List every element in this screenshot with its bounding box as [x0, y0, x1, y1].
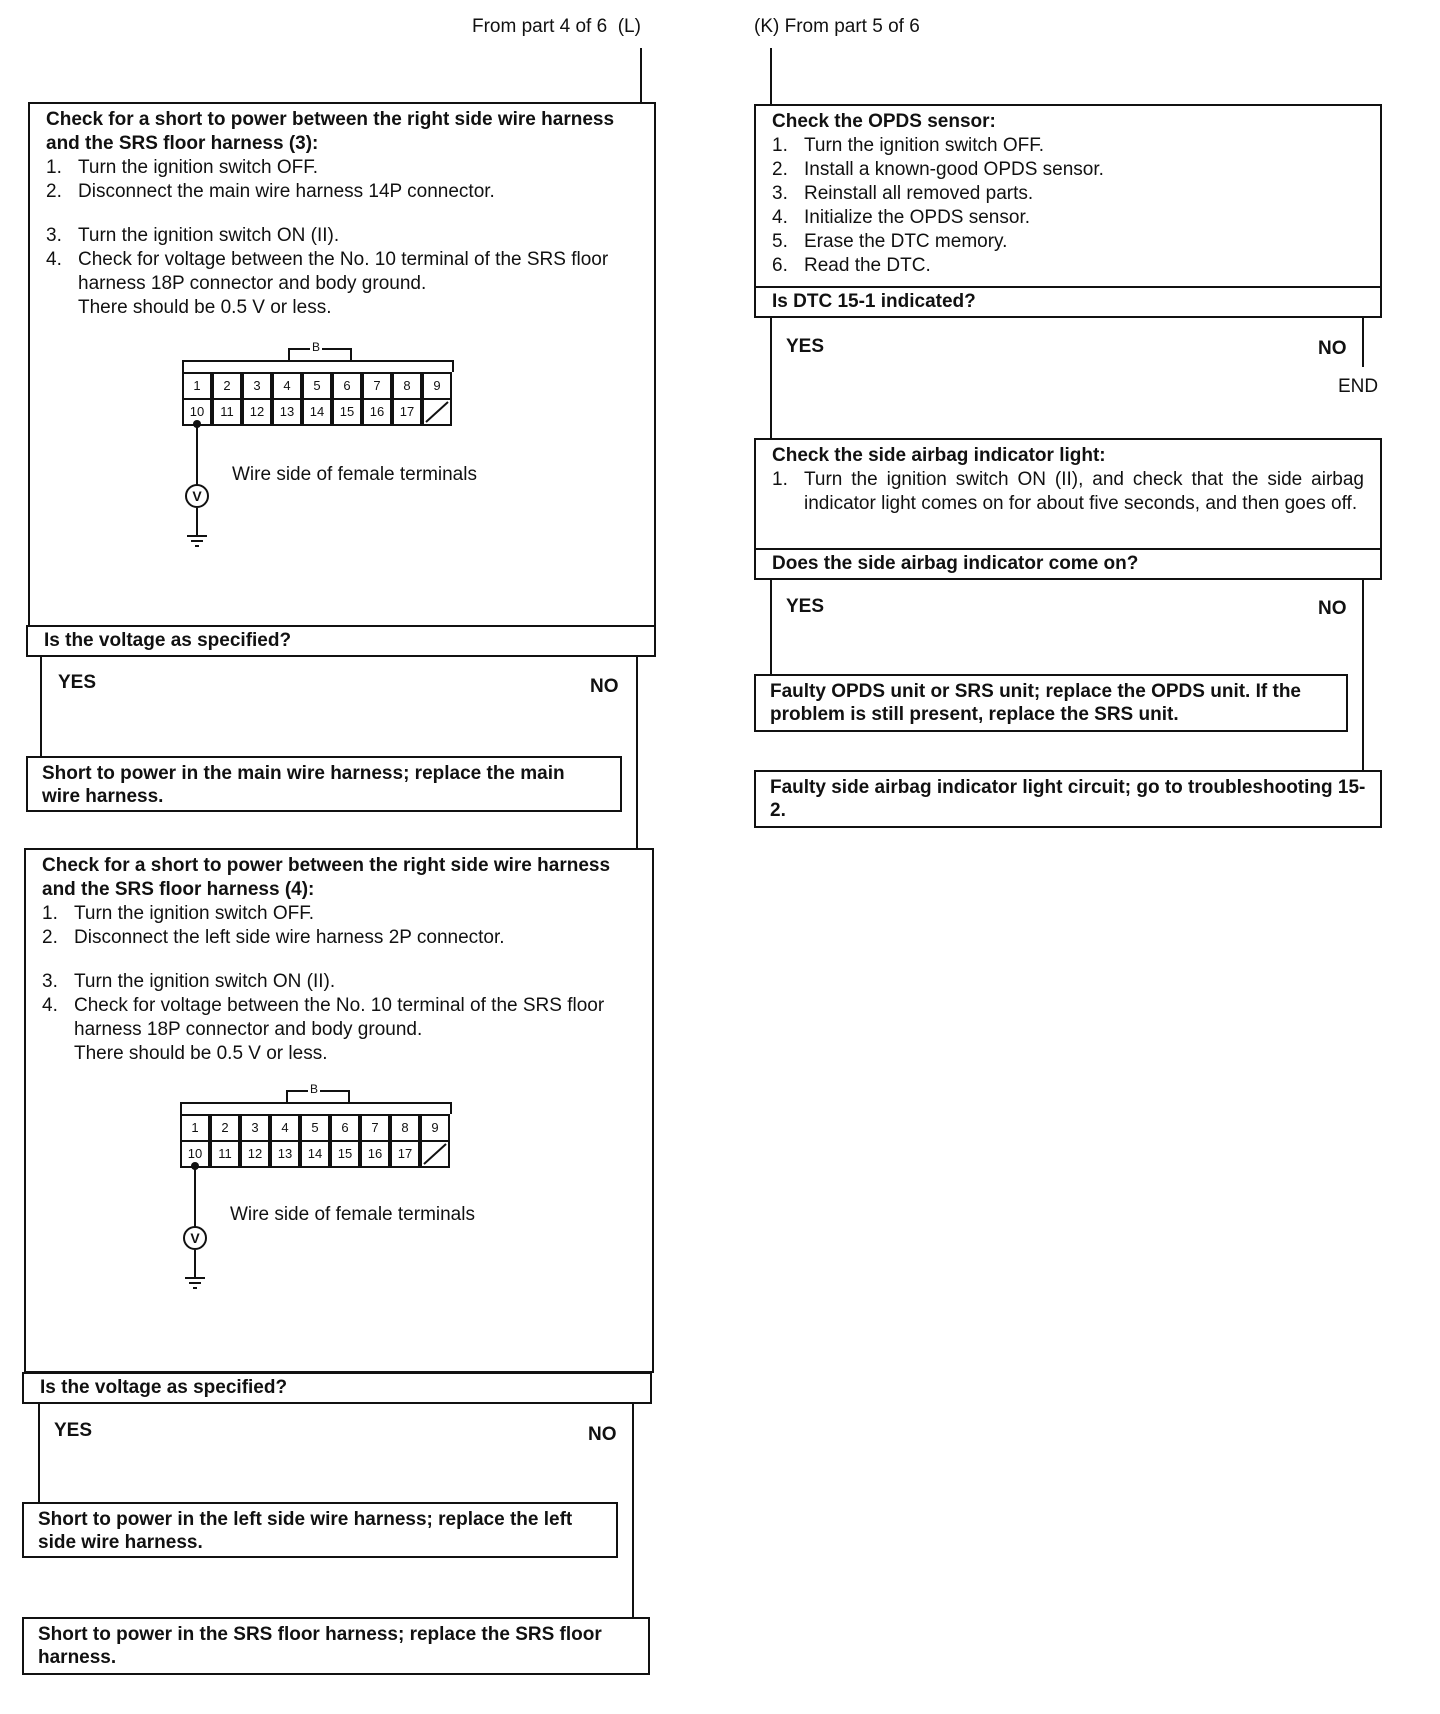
step4-title: Check the side airbag indicator light:	[772, 445, 1106, 466]
connector-blank	[422, 398, 452, 426]
connector-terminal: 4	[270, 1114, 300, 1142]
connector-terminal: 2	[212, 372, 242, 400]
ground-wire	[196, 508, 198, 536]
step4-no-result: Faulty side airbag indicator light circuit; go to troubleshooting 15-2.	[754, 770, 1382, 828]
flow-line	[770, 48, 772, 106]
step4-question: Does the side airbag indicator come on?	[754, 548, 1382, 580]
connector-terminal: 7	[362, 372, 392, 400]
connector-frame	[182, 360, 454, 372]
connector-terminal: 5	[302, 372, 332, 400]
list-item: 2. Disconnect the left side wire harness 2P connector.	[42, 927, 505, 948]
flow-line	[632, 1403, 634, 1619]
connector-terminal: 16	[362, 398, 392, 426]
b-label: B	[310, 1082, 319, 1096]
flow-line	[1362, 317, 1364, 367]
list-item: 6. Read the DTC.	[772, 255, 931, 276]
list-item: 4. Check for voltage between the No. 10 terminal of the SRS floor harness 18P connector and body ground.	[46, 249, 609, 294]
list-item: 1. Turn the ignition switch OFF.	[42, 903, 315, 924]
list-item: 3. Turn the ignition switch ON (II).	[46, 225, 340, 246]
connector-terminal: 1	[180, 1114, 210, 1142]
diagram-caption: Wire side of female terminals	[230, 1204, 475, 1225]
flow-line	[38, 1403, 40, 1503]
list-item: 4. Initialize the OPDS sensor.	[772, 207, 1030, 228]
connector-terminal: 4	[272, 372, 302, 400]
ground-wire	[194, 1250, 196, 1278]
connector-terminal: 8	[390, 1114, 420, 1142]
probe-dot	[191, 1162, 199, 1170]
step2-no-result: Short to power in the SRS floor harness; replace the SRS floor harness.	[22, 1617, 650, 1675]
connector-terminal: 6	[330, 1114, 360, 1142]
step2-steps	[42, 902, 636, 1042]
connector-frame	[180, 1102, 452, 1114]
connector-terminal: 6	[332, 372, 362, 400]
connector-terminal: 10	[180, 1140, 210, 1168]
flow-line	[40, 656, 42, 756]
step1-note: There should be 0.5 V or less.	[78, 297, 332, 318]
ground-icon	[183, 1276, 207, 1295]
connector-blank	[420, 1140, 450, 1168]
voltmeter-icon: V	[185, 484, 209, 508]
step2-title: Check for a short to power between the right side wire harness and the SRS floor harness (4):	[42, 855, 611, 900]
probe-dot	[193, 420, 201, 428]
step3-yes-label: YES	[786, 336, 825, 357]
connector-terminal: 9	[422, 372, 452, 400]
end-label: END	[1338, 376, 1379, 397]
step4-yes-result: Faulty OPDS unit or SRS unit; replace the OPDS unit. If the problem is still present, replace the SRS unit.	[754, 674, 1348, 732]
connector-terminal: 3	[240, 1114, 270, 1142]
step2-question: Is the voltage as specified?	[22, 1372, 652, 1404]
b-label: B	[312, 340, 321, 354]
connector-terminal: 12	[240, 1140, 270, 1168]
connector-terminal: 12	[242, 398, 272, 426]
connector-terminal: 11	[210, 1140, 240, 1168]
connector-terminal: 17	[392, 398, 422, 426]
connector-terminal: 10	[182, 398, 212, 426]
step4-steps	[772, 468, 1364, 516]
flow-line	[1362, 579, 1364, 771]
connector-terminal: 13	[272, 398, 302, 426]
connector-terminal: 15	[332, 398, 362, 426]
connector-terminal: 9	[420, 1114, 450, 1142]
header-from-part-5: (K) From part 5 of 6	[754, 16, 920, 37]
list-item: 5. Erase the DTC memory.	[772, 231, 1008, 252]
connector-terminal: 7	[360, 1114, 390, 1142]
ground-icon	[185, 534, 209, 553]
step3-title: Check the OPDS sensor:	[772, 111, 996, 132]
probe-wire	[194, 1166, 196, 1228]
flow-line	[636, 656, 638, 848]
connector-terminal: 5	[300, 1114, 330, 1142]
list-item: 4. Check for voltage between the No. 10 terminal of the SRS floor harness 18P connector and body ground.	[42, 995, 605, 1040]
step2-note: There should be 0.5 V or less.	[74, 1043, 328, 1064]
connector-terminal: 14	[302, 398, 332, 426]
list-item: 2. Disconnect the main wire harness 14P connector.	[46, 181, 495, 202]
connector-terminal: 2	[210, 1114, 240, 1142]
flow-line	[770, 317, 772, 439]
step4-no-label: NO	[1318, 598, 1347, 619]
voltmeter-icon: V	[183, 1226, 207, 1250]
step3-box	[754, 104, 1382, 288]
step2-yes-result: Short to power in the left side wire harness; replace the left side wire harness.	[22, 1502, 618, 1558]
step1-yes-label: YES	[58, 672, 97, 693]
connector-terminal: 14	[300, 1140, 330, 1168]
connector-terminal: 3	[242, 372, 272, 400]
step2-yes-label: YES	[54, 1420, 93, 1441]
list-item: 3. Turn the ignition switch ON (II).	[42, 971, 336, 992]
header-from-part-4: From part 4 of 6 (L)	[472, 16, 641, 37]
probe-wire	[196, 424, 198, 486]
connector-terminal: 16	[360, 1140, 390, 1168]
flow-line	[640, 48, 642, 104]
step1-title: Check for a short to power between the right side wire harness and the SRS floor harness (3):	[46, 109, 615, 154]
list-item: 2. Install a known-good OPDS sensor.	[772, 159, 1104, 180]
list-item: 1. Turn the ignition switch OFF.	[772, 135, 1045, 156]
flow-line	[770, 579, 772, 675]
step1-yes-result: Short to power in the main wire harness; replace the main wire harness.	[26, 756, 622, 812]
step1-steps	[46, 156, 638, 296]
step2-no-label: NO	[588, 1424, 617, 1445]
list-item: 1. Turn the ignition switch OFF.	[46, 157, 319, 178]
connector-terminal: 1	[182, 372, 212, 400]
list-item: 1. Turn the ignition switch ON (II), and check that the side airbag indicator light comes on for about five seconds, and then goes off.	[772, 469, 1364, 514]
step4-box	[754, 438, 1382, 550]
diagram-caption: Wire side of female terminals	[232, 464, 477, 485]
step3-question: Is DTC 15-1 indicated?	[754, 286, 1382, 318]
connector-terminal: 17	[390, 1140, 420, 1168]
step1-no-label: NO	[590, 676, 619, 697]
list-item: 3. Reinstall all removed parts.	[772, 183, 1034, 204]
step4-yes-label: YES	[786, 596, 825, 617]
step1-question: Is the voltage as specified?	[26, 625, 656, 657]
connector-terminal: 13	[270, 1140, 300, 1168]
step3-no-label: NO	[1318, 338, 1347, 359]
connector-terminal: 11	[212, 398, 242, 426]
connector-terminal: 8	[392, 372, 422, 400]
connector-terminal: 15	[330, 1140, 360, 1168]
step3-steps	[772, 134, 1364, 278]
